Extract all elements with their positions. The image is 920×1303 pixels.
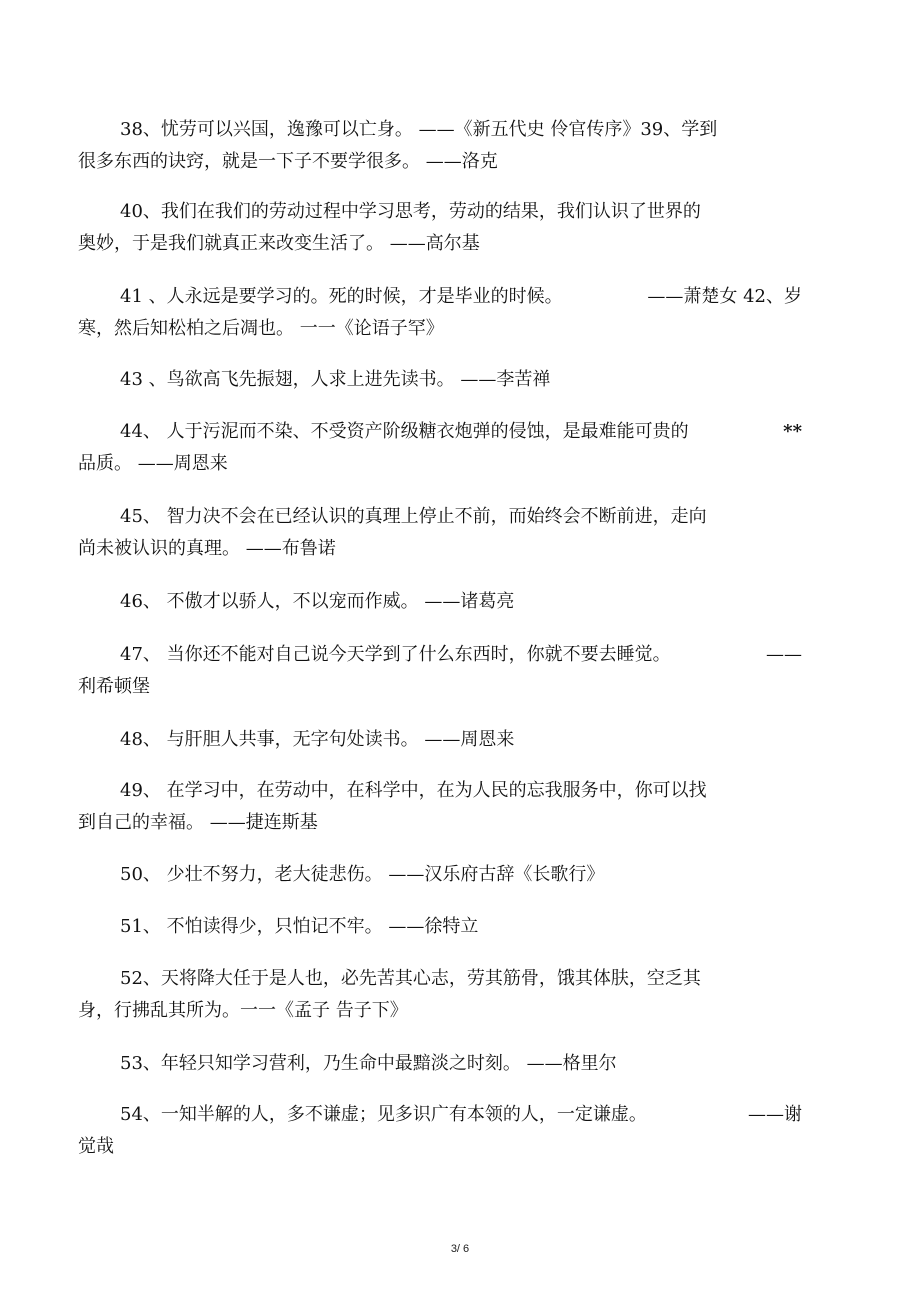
quote-41-42 [78,281,802,345]
quote-line: 44、 人于污泥而不染、不受资产阶级糖衣炮弹的侵蚀，是最难能可贵的 [120,421,689,442]
quote-line: 53、年轻只知学习营利，乃生命中最黯淡之时刻。 ——格里尔 [120,1053,617,1074]
quote-line: 50、 少壮不努力，老大徒悲伤。 ——汉乐府古辞《长歌行》 [120,864,605,885]
quote-line: 40、我们在我们的劳动过程中学习思考，劳动的结果，我们认识了世界的 [120,201,701,222]
quote-line: 38、忧劳可以兴国，逸豫可以亡身。 ——《新五代史 伶官传序》39、学到 [120,119,718,140]
quote-line: 寒，然后知松柏之后凋也。 一一《论语子罕》 [78,318,444,339]
quote-38-39 [78,114,802,178]
quote-line: 47、 当你还不能对自己说今天学到了什么东西时，你就不要去睡觉。 [120,644,671,665]
quote-53 [78,1048,802,1080]
quote-52 [78,963,802,1027]
quote-45 [78,501,802,565]
quote-line-right: ** [783,421,802,442]
quote-48 [78,724,802,756]
quote-line: 很多东西的诀窍，就是一下子不要学很多。 ——洛克 [78,151,498,172]
quote-43 [78,364,802,396]
quote-49 [78,775,802,839]
quote-line: 52、天将降大任于是人也，必先苦其心志，劳其筋骨，饿其体肤，空乏其 [120,968,701,989]
quote-line: 46、 不傲才以骄人，不以宠而作威。 ——诸葛亮 [120,591,515,612]
quote-line: 身，行拂乱其所为。一一《孟子 告子下》 [78,1000,408,1021]
quote-44 [78,416,802,480]
quote-line: 51、 不怕读得少，只怕记不牢。 ——徐特立 [120,916,479,937]
quote-50 [78,859,802,891]
quote-line-right: ——萧楚女 42、岁 [647,286,802,307]
quote-46 [78,586,802,618]
quote-line: 49、 在学习中，在劳动中，在科学中，在为人民的忘我服务中，你可以找 [120,780,707,801]
quote-54 [78,1099,802,1163]
quote-line: 尚未被认识的真理。 ——布鲁诺 [78,538,336,559]
quote-line: 觉哉 [78,1136,114,1157]
quote-line: 45、 智力决不会在已经认识的真理上停止不前，而始终会不断前进，走向 [120,506,707,527]
quote-line-right: —— [766,644,802,665]
quote-40 [78,196,802,260]
quote-line: 到自己的幸福。 ——捷连斯基 [78,812,318,833]
quote-51 [78,911,802,943]
quote-line-right: ——谢 [748,1104,802,1125]
quote-line: 54、一知半解的人，多不谦虚；见多识广有本领的人，一定谦虚。 [120,1104,647,1125]
quote-47 [78,639,802,703]
quote-line: 奥妙，于是我们就真正来改变生活了。 ——高尔基 [78,233,480,254]
page-number: 3/ 6 [450,1243,470,1255]
quote-line: 品质。 ——周恩来 [78,453,228,474]
quote-line: 利希顿堡 [78,676,150,697]
quote-line: 48、 与肝胆人共事，无字句处读书。 ——周恩来 [120,729,515,750]
quote-line: 43 、鸟欲高飞先振翅，人求上进先读书。 ——李苦禅 [120,369,551,390]
quote-line: 41 、人永远是要学习的。死的时候，才是毕业的时候。 [120,286,563,307]
